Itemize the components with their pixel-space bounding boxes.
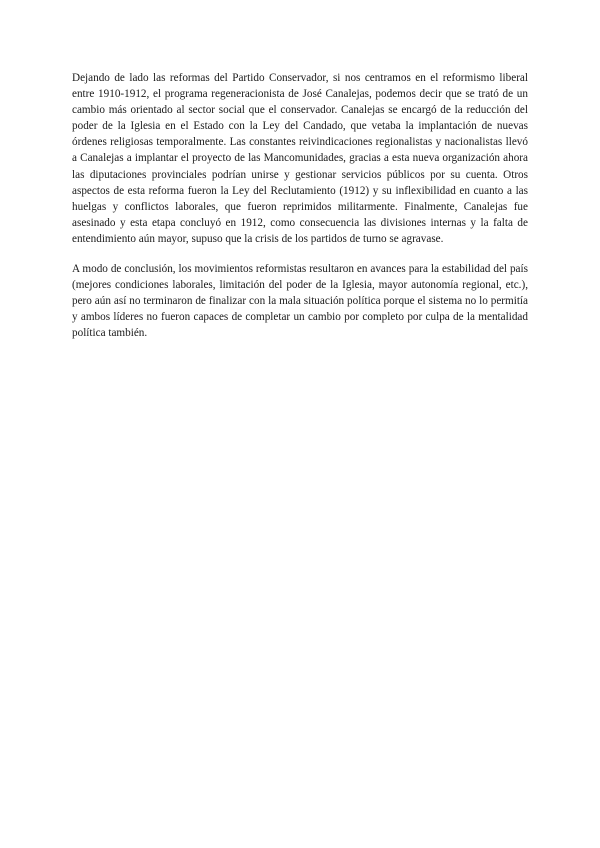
paragraph-conclusion: A modo de conclusión, los movimientos reformistas resultaron en avances para la estabilidad del país (mejores condiciones laborales, limitación del poder de la Iglesia, mayor autonomía regional, etc.), pero aún así no terminaron de finalizar con la mala situación política porque el sistema no lo permitía y ambos líderes no fueron capaces de completar un cambio por completo por culpa de la mentalidad política también. <box>72 263 528 340</box>
paragraph-canalejas-reforms: Dejando de lado las reformas del Partido Conservador, si nos centramos en el reformismo liberal entre 1910-1912, el programa regeneracionista de José Canalejas, podemos decir que se trató de un cambio más orientado al sector social que el conservador. Canalejas se encargó de la reducción del poder de la Iglesia en el Estado con la Ley del Candado, que vetaba la implantación de nuevas órdenes religiosas temporalmente. Las constantes reivindicaciones regionalistas y nacionalistas llevó a Canalejas a implantar el proyecto de las Mancomunidades, gracias a esta nueva organización ahora las diputaciones provinciales podrían unirse y gestionar servicios públicos por su cuenta. Otros aspectos de esta reforma fueron la Ley del Reclutamiento (1912) y su inflexibilidad en cuanto a las huelgas y conflictos laborales, que fueron reprimidos militarmente. Finalmente, Canalejas fue asesinado y esta etapa concluyó en 1912, como consecuencia las divisiones internas y la falta de entendimiento aún mayor, supuso que la crisis de los partidos de turno se agravase. <box>72 72 528 245</box>
document-body <box>72 70 528 342</box>
